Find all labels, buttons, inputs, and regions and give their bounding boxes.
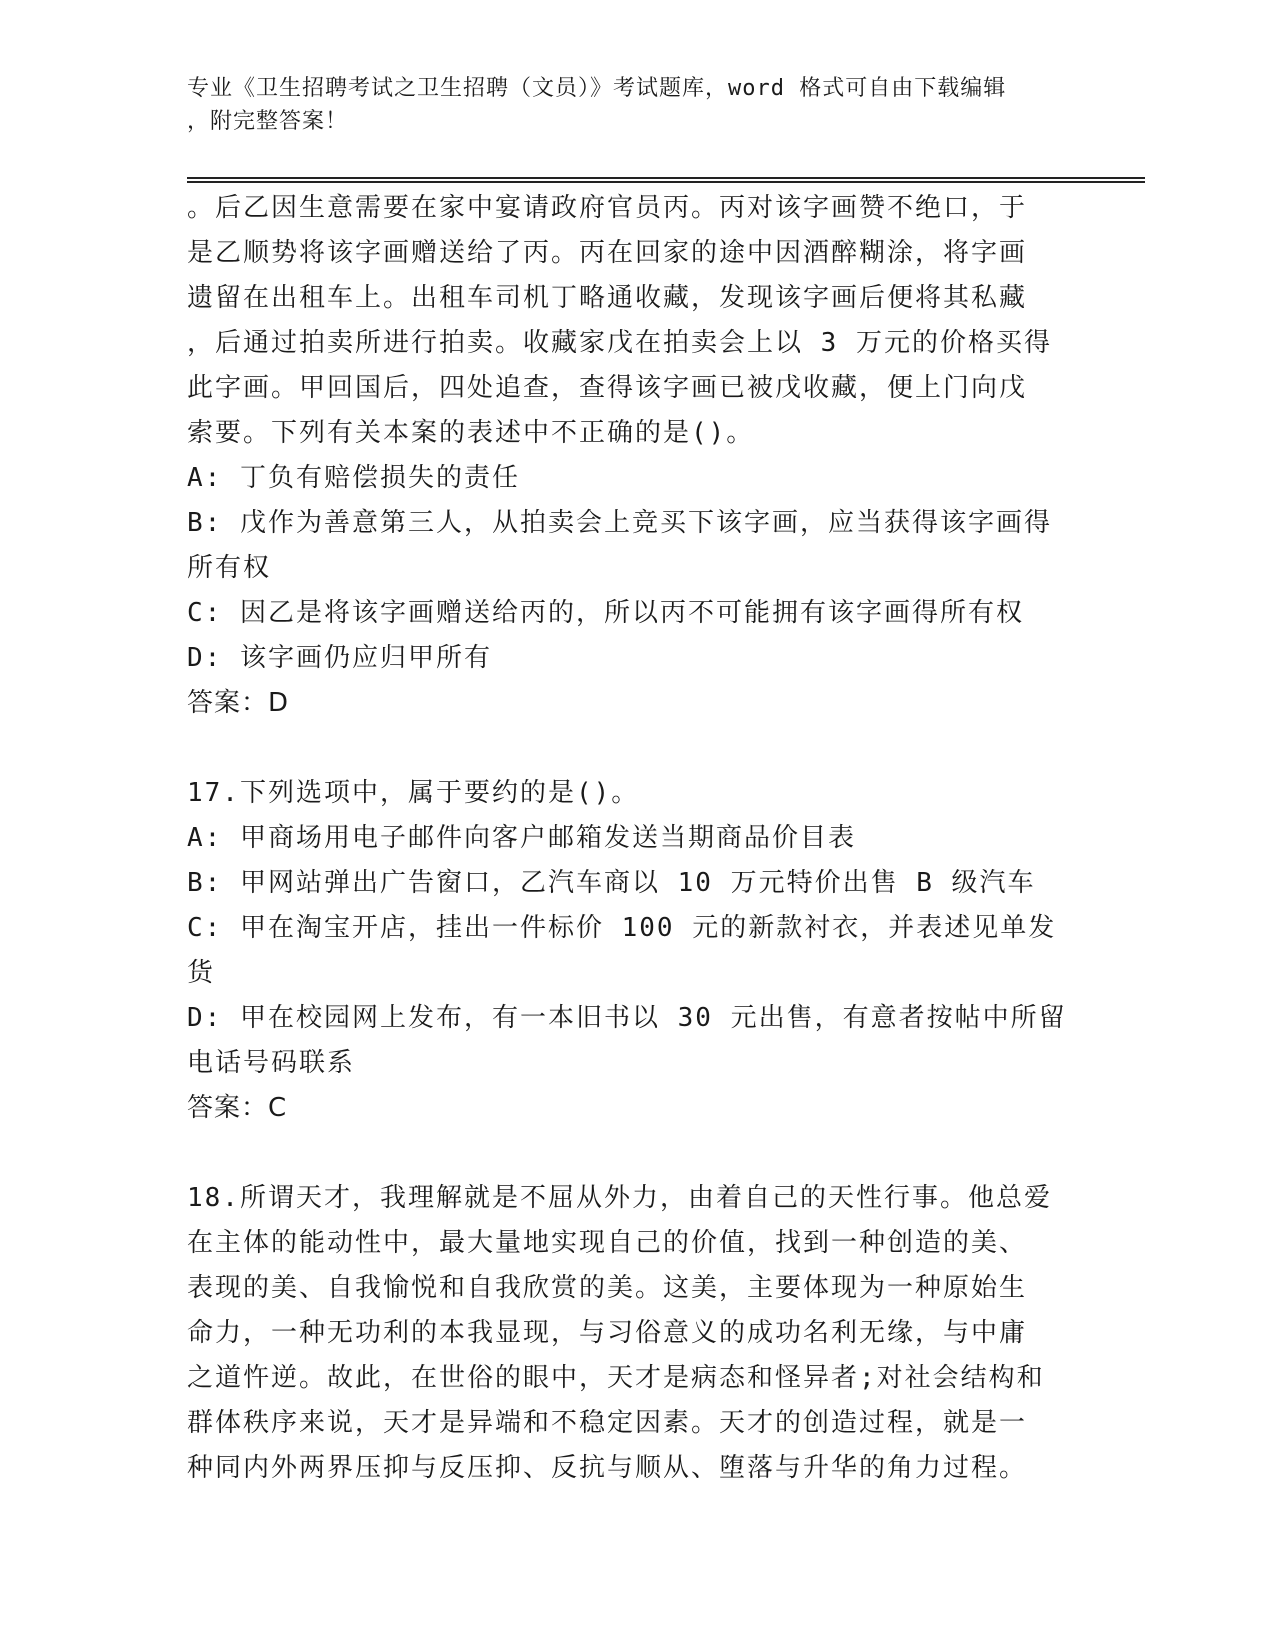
q18-stem-line: 表现的美、自我愉悦和自我欣赏的美。这美，主要体现为一种原始生 (187, 1273, 1028, 1303)
q16-option-a: A: 丁负有赔偿损失的责任 (187, 463, 520, 493)
q16-option-b-cont: 所有权 (187, 553, 272, 583)
q17-option-d: D: 甲在校园网上发布，有一本旧书以 30 元出售，有意者按帖中所留 (187, 1003, 1067, 1033)
q16-stem-line: 遗留在出租车上。出租车司机丁略通收藏，发现该字画后便将其私藏 (187, 283, 1028, 313)
q16-option-c: C: 因乙是将该字画赠送给丙的，所以丙不可能拥有该字画得所有权 (187, 598, 1024, 628)
spacer (187, 726, 1067, 771)
q17-option-b: B: 甲网站弹出广告窗口，乙汽车商以 10 万元特价出售 B 级汽车 (187, 868, 1036, 898)
document-header (187, 72, 1067, 138)
q16-stem-line: 此字画。甲回国后，四处追查，查得该字画已被戊收藏，便上门向戊 (187, 373, 1028, 403)
q18-stem-line: 种同内外两界压抑与反压抑、反抗与顺从、堕落与升华的角力过程。 (187, 1453, 1028, 1483)
q17-option-a: A: 甲商场用电子邮件向客户邮箱发送当期商品价目表 (187, 823, 856, 853)
question-16 (187, 186, 1067, 726)
q18-stem-line: 命力，一种无功利的本我显现，与习俗意义的成功名利无缘，与中庸 (187, 1318, 1028, 1348)
header-double-rule (187, 177, 1145, 183)
question-17 (187, 771, 1067, 1131)
question-18 (187, 1176, 1067, 1491)
q18-stem-line: 18.所谓天才，我理解就是不屈从外力，由着自己的天性行事。他总爱 (187, 1183, 1052, 1213)
q16-stem-line: ，后通过拍卖所进行拍卖。收藏家戊在拍卖会上以 3 万元的价格买得 (187, 328, 1052, 358)
q16-stem-line: 索要。下列有关本案的表述中不正确的是()。 (187, 418, 755, 448)
q16-answer: 答案：D (187, 688, 290, 718)
q18-stem-line: 群体秩序来说，天才是异端和不稳定因素。天才的创造过程，就是一 (187, 1408, 1028, 1438)
header-line-1: 专业《卫生招聘考试之卫生招聘（文员）》考试题库，word 格式可自由下载编辑 (187, 76, 1007, 101)
q16-stem-line: 。后乙因生意需要在家中宴请政府官员丙。丙对该字画赞不绝口，于 (187, 193, 1028, 223)
q17-option-d-cont: 电话号码联系 (187, 1048, 356, 1078)
q17-answer: 答案：C (187, 1093, 288, 1123)
header-line-2: ，附完整答案！ (187, 109, 349, 134)
q18-stem-line: 之道忤逆。故此，在世俗的眼中，天才是病态和怪异者;对社会结构和 (187, 1363, 1045, 1393)
q16-stem-line: 是乙顺势将该字画赠送给了丙。丙在回家的途中因酒醉糊涂，将字画 (187, 238, 1028, 268)
q17-option-c: C: 甲在淘宝开店，挂出一件标价 100 元的新款衬衣，并表述见单发货 (187, 913, 1057, 988)
spacer (187, 1131, 1067, 1176)
q16-option-b: B: 戊作为善意第三人，从拍卖会上竞买下该字画，应当获得该字画得 (187, 508, 1052, 538)
document-body (187, 186, 1067, 1491)
q18-stem-line: 在主体的能动性中，最大量地实现自己的价值，找到一种创造的美、 (187, 1228, 1028, 1258)
q17-stem: 17.下列选项中，属于要约的是()。 (187, 778, 640, 808)
q16-option-d: D: 该字画仍应归甲所有 (187, 643, 492, 673)
